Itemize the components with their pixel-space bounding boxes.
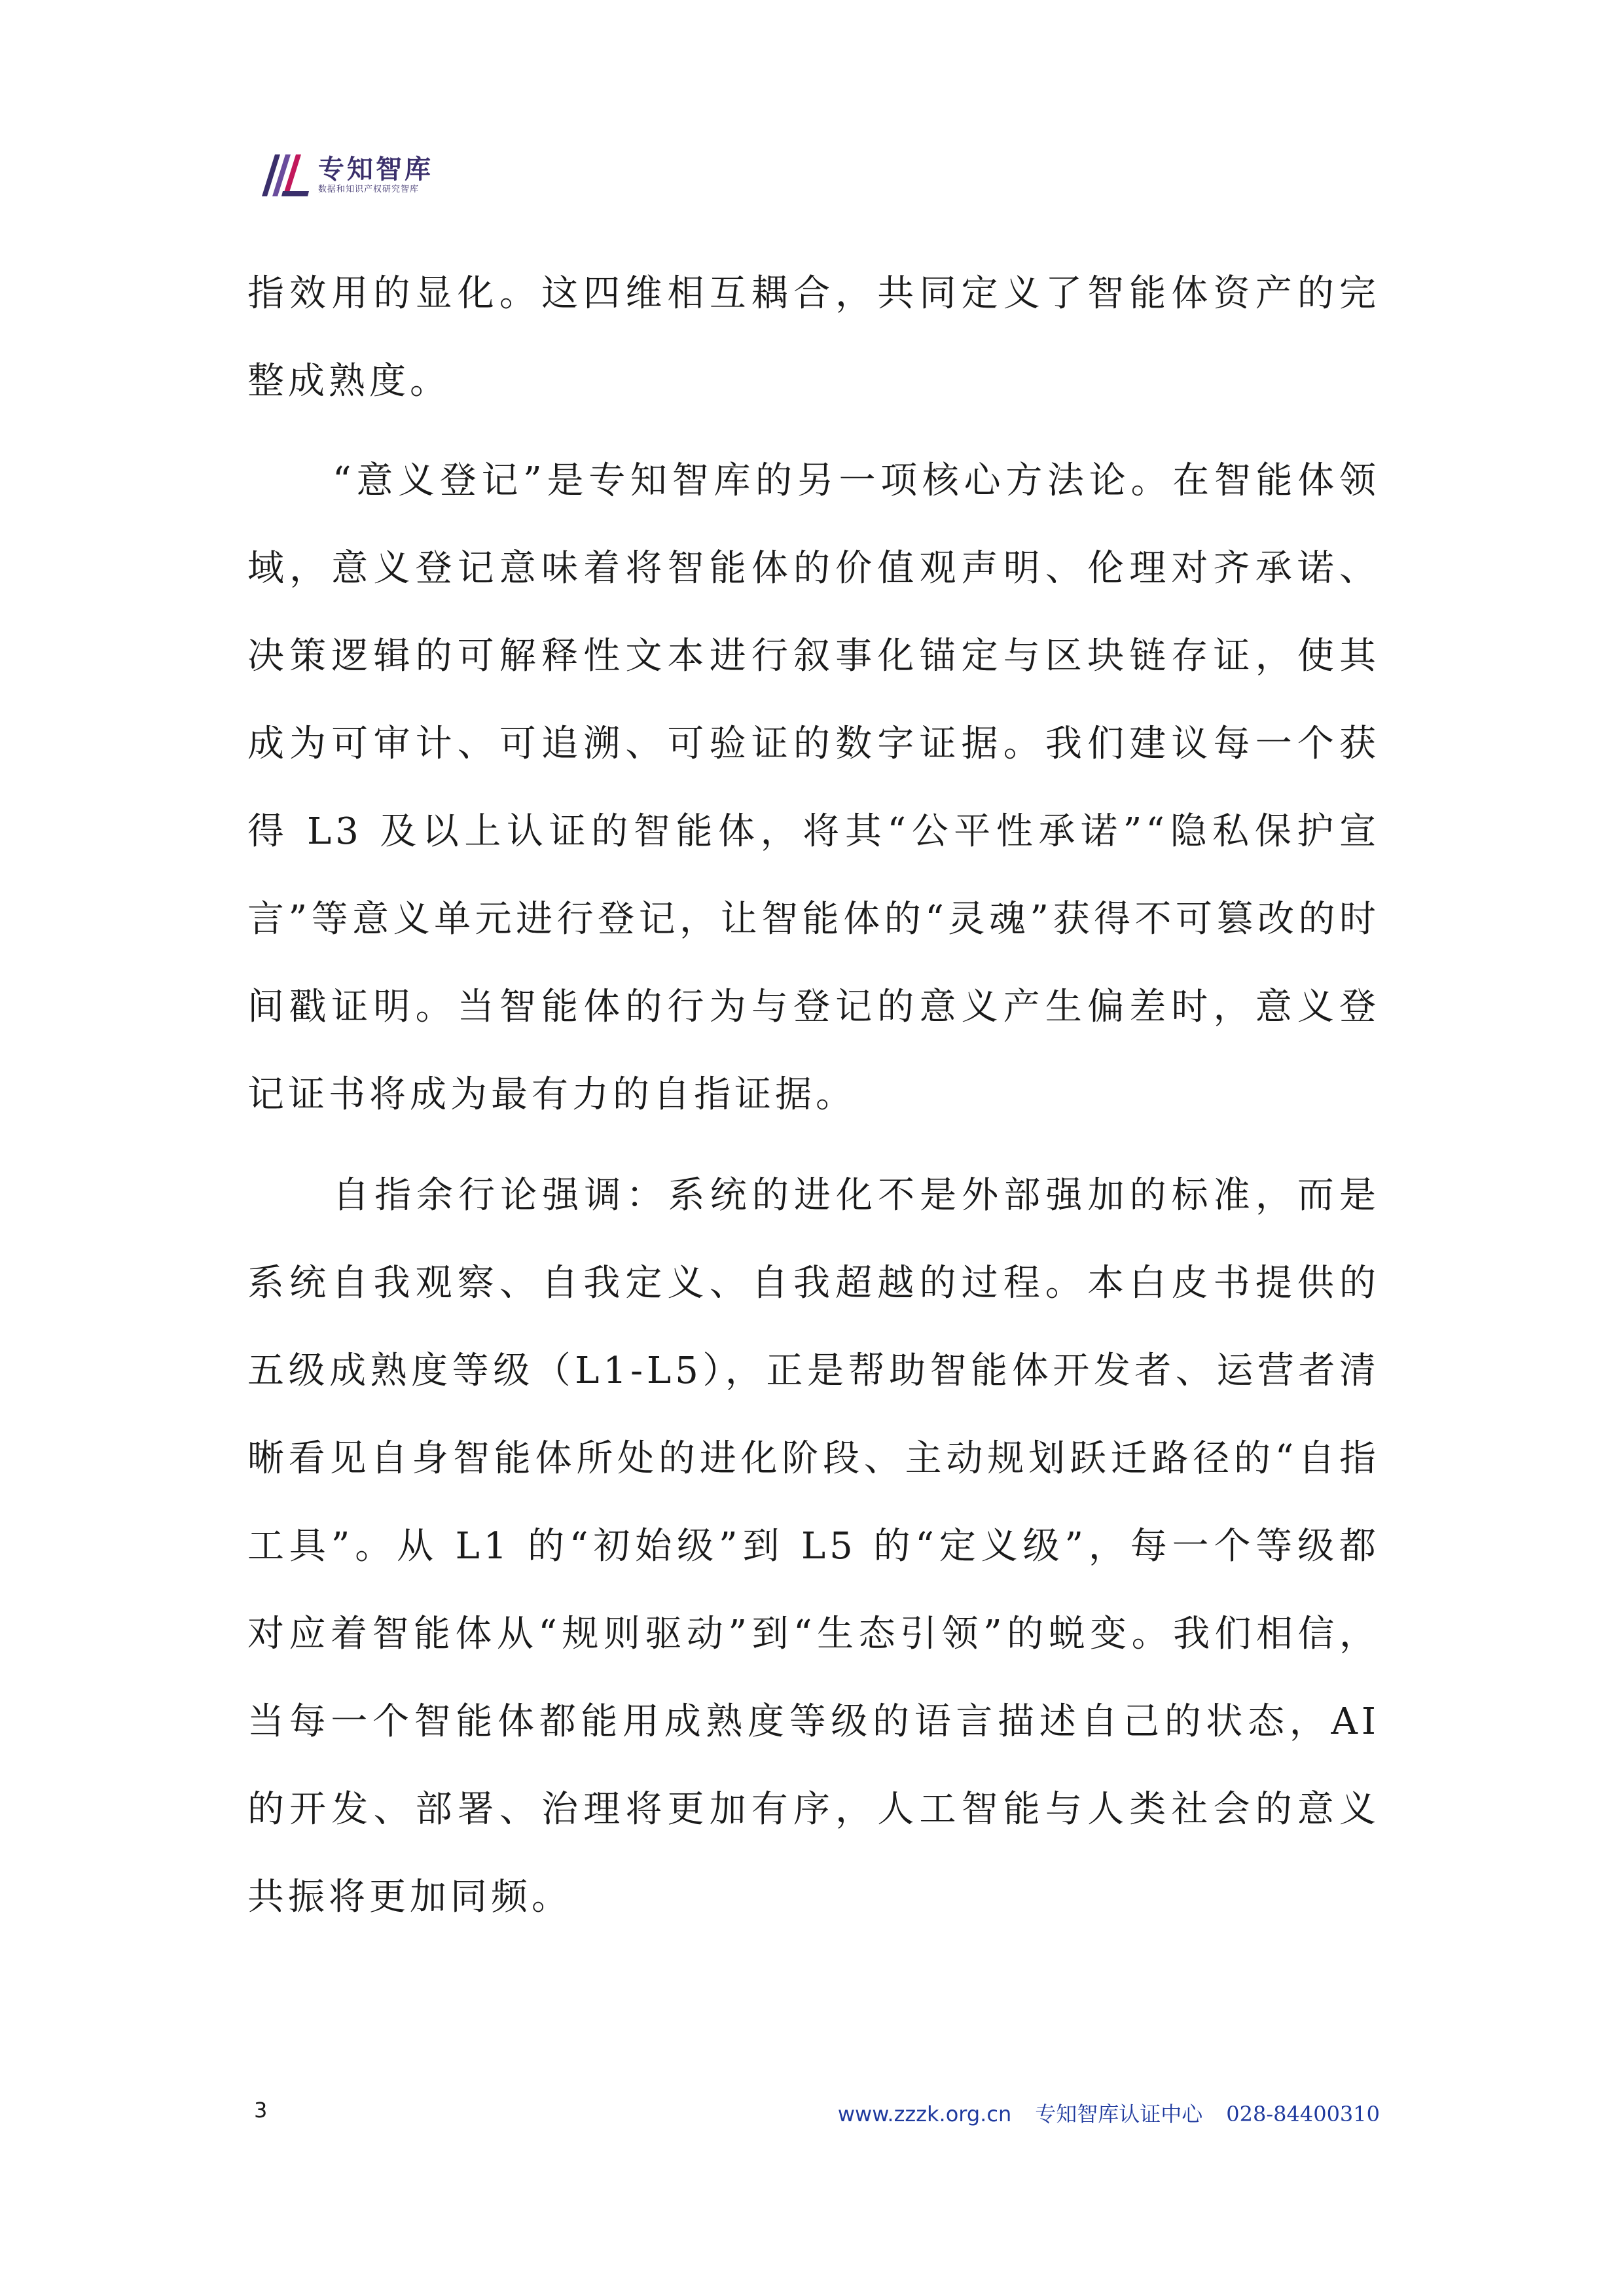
page-number: 3 (254, 2098, 268, 2123)
brand-text (318, 155, 433, 196)
brand-name: 专知智库 (318, 154, 433, 185)
document-body (247, 250, 1380, 1941)
phone-number: 028-84400310 (1226, 2102, 1380, 2126)
page-header (261, 149, 433, 202)
brand-tagline: 数据和知识产权研究智库 (318, 185, 420, 194)
paragraph-meaning-registration: “意义登记”是专知智库的另一项核心方法论。在智能体领域，意义登记意味着将智能体的价值观声明、伦理对齐承诺、决策逻辑的可解释性文本进行叙事化锚定与区块链存证，使其成为可审计、可追溯、可验证的数字证据。我们建议每一个获得 L3 及以上认证的智能体，将其“公平性承诺”“隐私保护宣言”等意义单元进行登记，让智能体的“灵魂”获得不可篡改的时间戳证明。当智能体的行为与登记的意义产生偏差时，意义登记证书将成为最有力的自指证据。 (247, 459, 1380, 1116)
website-link[interactable]: www.zzzk.org.cn (837, 2102, 1012, 2126)
paragraph-continuation: 指效用的显化。这四维相互耦合，共同定义了智能体资产的完整成熟度。 (247, 272, 1380, 403)
certification-center-name: 专知智库认证中心 (1035, 2102, 1203, 2126)
footer-contact (838, 2098, 1380, 2128)
page-footer (254, 2098, 1380, 2130)
paragraph-self-reference: 自指余行论强调：系统的进化不是外部强加的标准，而是系统自我观察、自我定义、自我超越的过程。本白皮书提供的五级成熟度等级（L1-L5），正是帮助智能体开发者、运营者清晰看见自身智能体所处的进化阶段、主动规划跃迁路径的“自指工具”。从 L1 的“初始级”到 L5 的“定义级”，每一个等级都对应着智能体从“规则驱动”到“生态引领”的蜕变。我们相信，当每一个智能体都能用成熟度等级的语言描述自己的状态，AI 的开发、部署、治理将更加有序，人工智能与人类社会的意义共振将更加同频。 (247, 1174, 1380, 1918)
zzzk-logo-icon (261, 152, 312, 199)
